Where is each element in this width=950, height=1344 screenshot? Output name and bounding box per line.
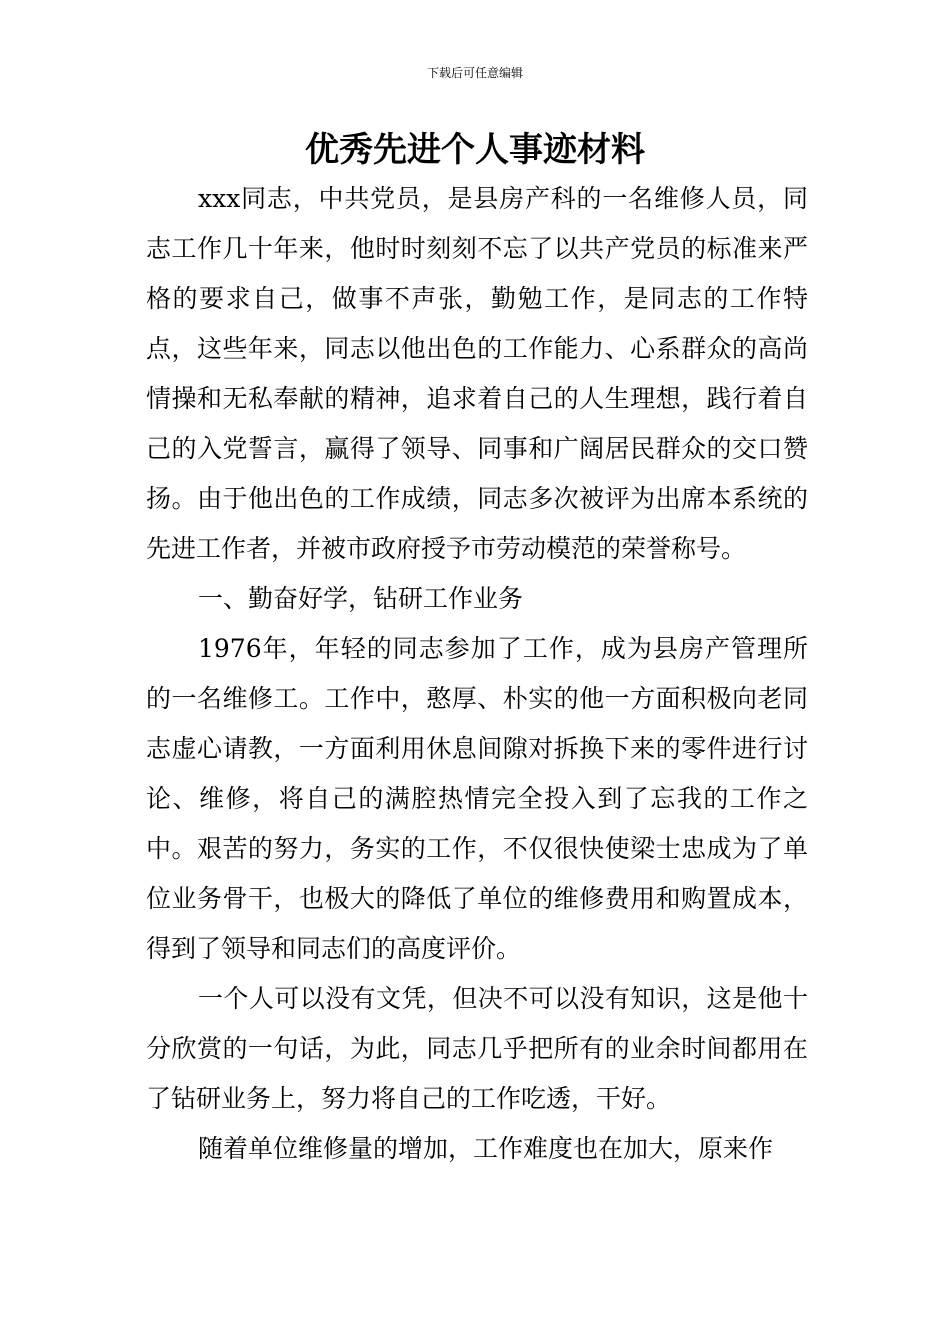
document-body: [146, 174, 808, 1174]
page-header-note: 下载后可任意编辑: [426, 66, 523, 80]
section-heading: 一、勤奋好学，钻研工作业务: [198, 584, 524, 613]
paragraph-knowledge: 一个人可以没有文凭，但决不可以没有知识，这是他十分欣赏的一句话，为此，同志几乎把所有的业余时间都用在了钻研业务上，努力将自己的工作吃透，干好。: [146, 984, 808, 1113]
paragraph-intro: xxx同志，中共党员，是县房产科的一名维修人员，同志工作几十年来，他时时刻刻不忘了以共产党员的标准来严格的要求自己，做事不声张，勤勉工作，是同志的工作特点，这些年来，同志以他出色的工作能力、心系群众的高尚情操和无私奉献的精神，追求着自己的人生理想，践行着自己的入党誓言，赢得了领导、同事和广阔居民群众的交口赞扬。由于他出色的工作成绩，同志多次被评为出席本系统的先进工作者，并被市政府授予市劳动模范的荣誉称号。: [146, 184, 808, 563]
paragraph-continuation: 随着单位维修量的增加，工作难度也在加大，原来作: [198, 1134, 774, 1163]
document-title: 优秀先进个人事迹材料: [305, 130, 645, 170]
paragraph-1976: 1976年，年轻的同志参加了工作，成为县房产管理所的一名维修工。工作中，憨厚、朴实的他一方面积极向老同志虚心请教，一方面利用休息间隙对拆换下来的零件进行讨论、维修，将自己的满腔热情完全投入到了忘我的工作之中。艰苦的努力，务实的工作，不仅很快使梁士忠成为了单位业务骨干，也极大的降低了单位的维修费用和购置成本，得到了领导和同志们的高度评价。: [146, 634, 808, 963]
